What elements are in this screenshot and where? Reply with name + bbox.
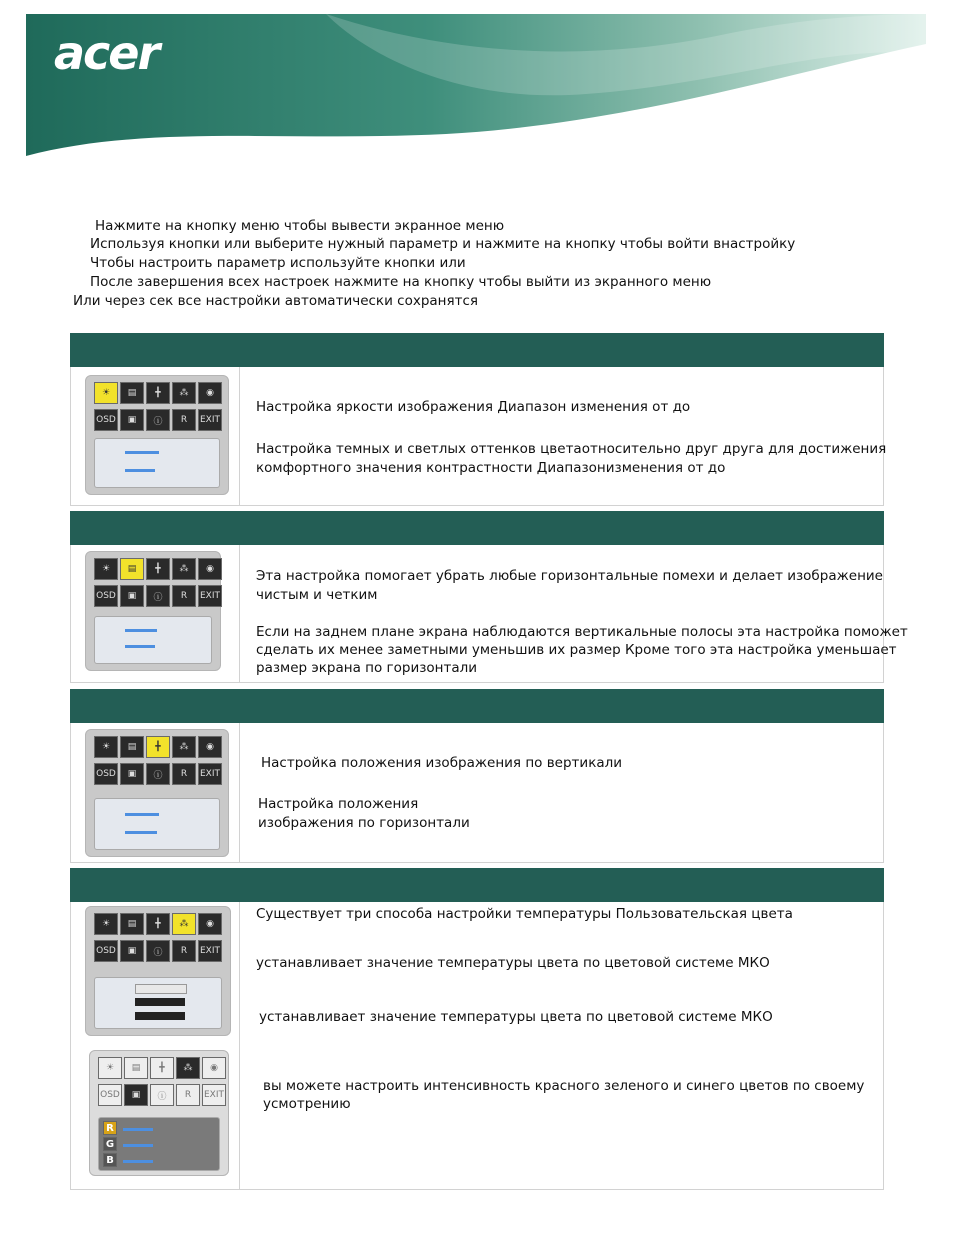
brightness-icon: ☀ [98, 1057, 122, 1079]
osd-submenu [94, 616, 212, 664]
language-icon: ◉ [202, 1057, 226, 1079]
red-letter: R [103, 1121, 117, 1135]
section-body [70, 545, 908, 683]
color-icon: ⁂ [172, 382, 196, 404]
focus-icon: ▤ [124, 1057, 148, 1079]
focus-text-2: чистым и четким [256, 587, 378, 603]
osd-screenshot [85, 729, 229, 857]
brightness-icon: ☀ [94, 913, 118, 935]
position-icon: ╋ [146, 382, 170, 404]
reset-icon: R [176, 1084, 200, 1106]
input-icon: ▣ [124, 1084, 148, 1106]
input-icon: ▣ [120, 940, 144, 962]
exit-icon: EXIT [198, 940, 222, 962]
section-body [70, 723, 884, 863]
color-icon: ⁂ [172, 558, 196, 580]
input-icon: ▣ [120, 409, 144, 431]
clock-text-3: размер экрана по горизонтали [256, 660, 478, 676]
reset-icon: R [172, 940, 196, 962]
position-icon: ╋ [146, 736, 170, 758]
focus-text-1: Эта настройка помогает убрать любые горизонтальные помехи и делает изображение [256, 568, 883, 584]
color-user-text-1: вы можете настроить интенсивность красного зеленого и синего цветов по своему [263, 1078, 865, 1094]
info-icon: ⓘ [150, 1084, 174, 1106]
osd-submenu [94, 438, 220, 488]
intro-line-5: Или через сек все настройки автоматически сохранятся [73, 293, 479, 309]
green-letter: G [103, 1137, 117, 1151]
h-position-text-1: Настройка положения [258, 796, 419, 812]
blue-letter: B [103, 1153, 117, 1167]
section-header-bar [70, 868, 884, 902]
info-icon: ⓘ [146, 409, 170, 431]
contrast-text-1: Настройка темных и светлых оттенков цветаотносительно друг друга для достижения [256, 441, 887, 457]
language-icon: ◉ [198, 558, 222, 580]
osd-image-column [71, 545, 240, 682]
focus-icon: ▤ [120, 736, 144, 758]
exit-icon: EXIT [202, 1084, 226, 1106]
language-icon: ◉ [198, 382, 222, 404]
osd-icon: OSD [94, 585, 118, 607]
language-icon: ◉ [198, 736, 222, 758]
osd-screenshot-rgb [89, 1050, 229, 1176]
input-icon: ▣ [120, 763, 144, 785]
osd-icon: OSD [94, 763, 118, 785]
color-user-text-2: усмотрению [263, 1096, 351, 1112]
color-icon: ⁂ [176, 1057, 200, 1079]
position-icon: ╋ [146, 913, 170, 935]
reset-icon: R [172, 409, 196, 431]
h-position-text-2: изображения по горизонтали [258, 815, 470, 831]
intro-line-4: После завершения всех настроек нажмите на кнопку чтобы выйти из экранного меню [90, 274, 712, 290]
position-icon: ╋ [150, 1057, 174, 1079]
language-icon: ◉ [198, 913, 222, 935]
osd-icon: OSD [94, 409, 118, 431]
input-icon: ▣ [120, 585, 144, 607]
section-body [70, 367, 887, 506]
position-icon: ╋ [146, 558, 170, 580]
osd-screenshot-color [85, 906, 231, 1036]
header-banner [26, 14, 926, 156]
section-header-bar [70, 511, 884, 545]
osd-image-column [71, 723, 240, 862]
acer-logo: acer [54, 26, 159, 80]
contrast-text-2: комфортного значения контрастности Диапазонизменения от до [256, 460, 726, 476]
osd-image-column [71, 367, 240, 505]
focus-icon: ▤ [120, 913, 144, 935]
focus-icon: ▤ [120, 382, 144, 404]
focus-icon: ▤ [120, 558, 144, 580]
exit-icon: EXIT [198, 409, 222, 431]
osd-screenshot [85, 551, 221, 671]
clock-text-1: Если на заднем плане экрана наблюдаются вертикальные полосы эта настройка поможет [256, 624, 908, 640]
osd-image-column [71, 902, 240, 1189]
color-icon: ⁂ [172, 913, 196, 935]
brightness-text: Настройка яркости изображения Диапазон изменения от до [256, 399, 691, 415]
osd-icon: OSD [94, 940, 118, 962]
color-temp-warm: устанавливает значение температуры цвета по цветовой системе МКО [256, 955, 770, 971]
exit-icon: EXIT [198, 585, 222, 607]
brightness-icon: ☀ [94, 558, 118, 580]
info-icon: ⓘ [146, 763, 170, 785]
info-icon: ⓘ [146, 585, 170, 607]
osd-screenshot [85, 375, 229, 495]
section-header-bar [70, 333, 884, 367]
section-body [70, 902, 884, 1190]
osd-submenu [94, 798, 220, 850]
info-icon: ⓘ [146, 940, 170, 962]
v-position-text: Настройка положения изображения по вертикали [261, 755, 623, 771]
color-temp-cool: устанавливает значение температуры цвета по цветовой системе МКО [259, 1009, 773, 1025]
brightness-icon: ☀ [94, 382, 118, 404]
osd-rgb-submenu [98, 1117, 220, 1171]
osd-submenu [94, 977, 222, 1029]
color-temp-intro: Существует три способа настройки температуры Пользовательская цвета [256, 906, 793, 922]
osd-icon: OSD [98, 1084, 122, 1106]
clock-text-2: сделать их менее заметными уменьшив их размер Кроме того эта настройка уменьшает [256, 642, 897, 658]
intro-line-1: Нажмите на кнопку меню чтобы вывести экранное меню [95, 218, 505, 234]
reset-icon: R [172, 763, 196, 785]
intro-line-2: Используя кнопки или выберите нужный параметр и нажмите на кнопку чтобы войти внастройку [90, 236, 796, 252]
intro-line-3: Чтобы настроить параметр используйте кнопки или [90, 255, 466, 271]
section-header-bar [70, 689, 884, 723]
exit-icon: EXIT [198, 763, 222, 785]
reset-icon: R [172, 585, 196, 607]
brightness-icon: ☀ [94, 736, 118, 758]
color-icon: ⁂ [172, 736, 196, 758]
